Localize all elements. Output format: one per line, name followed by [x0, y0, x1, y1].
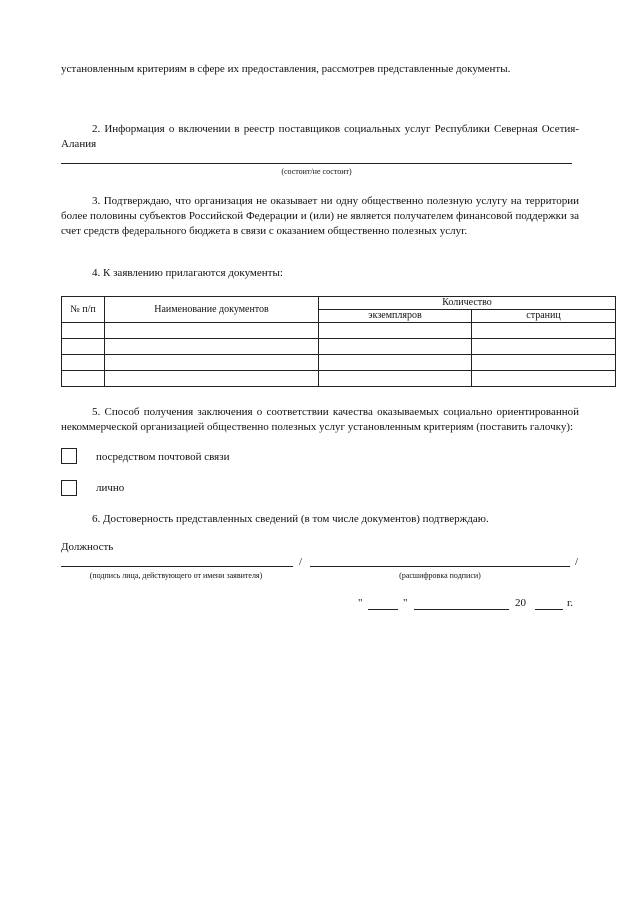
signature-decode-line[interactable]	[310, 566, 570, 567]
date-month-field[interactable]	[414, 609, 509, 610]
date-quote-close: "	[403, 597, 408, 609]
date-year-field[interactable]	[535, 609, 563, 610]
table-cell[interactable]	[105, 323, 319, 339]
table-cell[interactable]	[472, 371, 616, 387]
post-delivery-label: посредством почтовой связи	[96, 451, 230, 463]
paragraph-5-delivery-method: 5. Способ получения заключения о соответствии качества оказываемых социально ориентированной некоммерческой организацией общественно полезных услуг установленным критериям (поставить галочку):	[61, 406, 579, 433]
table-cell[interactable]	[105, 355, 319, 371]
table-cell[interactable]	[319, 339, 472, 355]
personal-delivery-checkbox[interactable]	[61, 480, 77, 496]
table-cell[interactable]	[62, 355, 105, 371]
signature-decode-caption: (расшифровка подписи)	[399, 571, 481, 580]
documents-table	[61, 296, 616, 387]
table-cell[interactable]	[472, 323, 616, 339]
table-cell[interactable]	[105, 371, 319, 387]
column-header-pages: страниц	[472, 310, 616, 323]
table-cell[interactable]	[105, 339, 319, 355]
table-cell[interactable]	[319, 371, 472, 387]
paragraph-2-registry-info: 2. Информация о включении в реестр поставщиков социальных услуг Республики Северная Осетия-Алания	[61, 123, 579, 150]
registry-status-caption: (состоит/не состоит)	[281, 167, 352, 176]
paragraph-6-authenticity: 6. Достоверность представленных сведений (в том числе документов) подтверждаю.	[92, 513, 489, 525]
column-header-quantity: Количество	[319, 297, 616, 310]
date-day-field[interactable]	[368, 609, 398, 610]
column-header-copies: экземпляров	[319, 310, 472, 323]
table-row	[62, 371, 616, 387]
column-header-number: № п/п	[62, 297, 105, 323]
date-year-prefix: 20	[515, 597, 526, 609]
table-cell[interactable]	[472, 339, 616, 355]
separator-slash: /	[299, 556, 303, 568]
table-cell[interactable]	[319, 323, 472, 339]
separator-slash: /	[575, 556, 579, 568]
table-row	[62, 323, 616, 339]
personal-delivery-label: лично	[96, 482, 125, 494]
table-row	[62, 339, 616, 355]
table-cell[interactable]	[62, 339, 105, 355]
post-delivery-checkbox[interactable]	[61, 448, 77, 464]
paragraph-1-continuation: установленным критериям в сфере их предоставления, рассмотрев представленные документы.	[61, 63, 511, 75]
table-cell[interactable]	[62, 371, 105, 387]
table-cell[interactable]	[319, 355, 472, 371]
signature-line[interactable]	[61, 566, 293, 567]
column-header-document-name: Наименование документов	[105, 297, 319, 323]
registry-status-field[interactable]	[61, 163, 572, 164]
date-quote-open: "	[358, 597, 363, 609]
signature-caption: (подпись лица, действующего от имени заявителя)	[89, 571, 263, 580]
table-cell[interactable]	[472, 355, 616, 371]
paragraph-4-attachments: 4. К заявлению прилагаются документы:	[92, 267, 283, 279]
table-cell[interactable]	[62, 323, 105, 339]
date-year-suffix: г.	[567, 597, 574, 609]
table-row	[62, 355, 616, 371]
paragraph-3-confirmation: 3. Подтверждаю, что организация не оказывает ни одну общественно полезную услугу на территории более половины субъектов Российской Федерации и (или) не является получателем финансовой поддержки за счет средств федерального бюджета в связи с оказанием общественно полезных услуг.	[61, 195, 579, 237]
position-label: Должность	[61, 541, 114, 553]
